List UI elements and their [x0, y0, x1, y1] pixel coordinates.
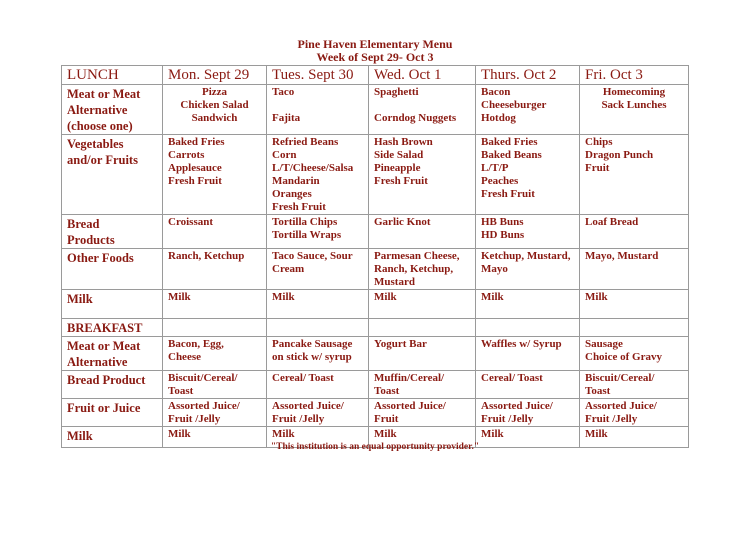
cell-line: L/T/P — [481, 162, 509, 174]
cell-line: Cheese — [168, 351, 201, 363]
cell-line: Assorted Juice/ — [168, 400, 240, 412]
col-header-mon: Mon. Sept 29 — [163, 66, 267, 85]
cell-line — [272, 99, 363, 112]
cell-line: Side Salad — [374, 149, 424, 161]
cell-line: Fruit /Jelly — [168, 413, 221, 425]
cell-line: Garlic Knot — [374, 216, 431, 228]
cell-line: Chips — [585, 136, 613, 148]
cell-line: and/or Fruits — [67, 153, 138, 167]
menu-cell-mon — [163, 215, 267, 249]
cell-line: HD Buns — [481, 229, 525, 241]
breakfast-bread-row — [62, 371, 689, 399]
cell-line: Croissant — [168, 216, 214, 228]
cell-line: Fruit /Jelly — [481, 413, 534, 425]
menu-cell-wed — [369, 249, 476, 290]
row-label — [62, 337, 163, 371]
menu-cell-wed — [369, 399, 476, 427]
cell-line: Fruit or Juice — [67, 401, 141, 415]
cell-line: Tortilla Wraps — [272, 229, 342, 241]
cell-line: Tortilla Chips — [272, 216, 338, 228]
menu-title: Pine Haven Elementary Menu — [297, 37, 453, 51]
menu-cell-tue — [267, 249, 369, 290]
menu-cell-fri — [580, 337, 689, 371]
cell-line: Fruit — [585, 162, 610, 174]
cell-line: Ranch, Ketchup — [168, 250, 245, 262]
cell-line: Fruit /Jelly — [585, 413, 638, 425]
cell-line: Mustard — [374, 276, 415, 288]
cell-line: Fajita — [272, 112, 301, 124]
cell-line: Hash Brown — [374, 136, 433, 148]
row-label — [62, 135, 163, 215]
cell-line: Assorted Juice/ — [272, 400, 344, 412]
menu-cell-thu — [476, 290, 580, 319]
cell-line: L/T/Cheese/Salsa — [272, 162, 354, 174]
menu-cell-mon — [163, 290, 267, 319]
menu-cell-fri — [580, 249, 689, 290]
cell-line: Waffles w/ Syrup — [481, 338, 562, 350]
cell-line: Dragon Punch — [585, 149, 654, 161]
menu-cell-wed — [369, 85, 476, 135]
cell-line: Fruit — [374, 413, 399, 425]
cell-line: Baked Fries — [481, 136, 538, 148]
cell-line: Fresh Fruit — [168, 175, 222, 187]
cell-line: Mandarin — [272, 175, 320, 187]
lunch-veg-row — [62, 135, 689, 215]
menu-cell-thu — [476, 249, 580, 290]
cell-line: Fresh Fruit — [374, 175, 428, 187]
menu-cell-mon — [163, 371, 267, 399]
cell-line: Taco — [272, 86, 295, 98]
cell-line: Ketchup, Mustard, — [481, 250, 571, 262]
cell-line: Ranch, Ketchup, — [374, 263, 454, 275]
cell-line: Chicken Salad — [180, 99, 249, 111]
cell-line: Baked Beans — [481, 149, 542, 161]
menu-cell-wed — [369, 337, 476, 371]
breakfast-meat-row — [62, 337, 689, 371]
cell-line: HB Buns — [481, 216, 524, 228]
cell-line: Milk — [67, 429, 93, 443]
cell-line: Spaghetti — [374, 86, 419, 98]
menu-cell-mon — [163, 249, 267, 290]
menu-week: Week of Sept 29- Oct 3 — [316, 50, 434, 64]
cell-line: Cream — [272, 263, 305, 275]
cell-line: Toast — [374, 385, 400, 397]
menu-cell-tue — [267, 290, 369, 319]
menu-cell-thu — [476, 85, 580, 135]
menu-cell-wed — [369, 135, 476, 215]
cell-line: Peaches — [481, 175, 519, 187]
menu-cell-tue — [267, 85, 369, 135]
cell-line: Other Foods — [67, 251, 134, 265]
cell-line: Milk — [67, 292, 93, 306]
menu-cell-mon — [163, 399, 267, 427]
cell-line: Assorted Juice/ — [585, 400, 657, 412]
cell-line: Taco Sauce, Sour — [272, 250, 353, 262]
cell-line: Parmesan Cheese, — [374, 250, 460, 262]
menu-cell-thu — [476, 337, 580, 371]
breakfast-title: BREAKFAST — [62, 319, 163, 337]
cell-line: Biscuit/Cereal/ — [168, 372, 238, 384]
cell-line: Bacon, Egg, — [168, 338, 224, 350]
cell-line: Meat or Meat — [67, 339, 141, 353]
cell-line: Milk — [168, 291, 191, 303]
row-label — [62, 399, 163, 427]
col-header-wed: Wed. Oct 1 — [369, 66, 476, 85]
cell-line: Oranges — [272, 188, 312, 200]
cell-line: Yogurt Bar — [374, 338, 427, 350]
menu-cell-fri — [580, 85, 689, 135]
menu-cell-wed — [369, 371, 476, 399]
menu-cell-tue — [267, 215, 369, 249]
menu-cell-thu — [476, 371, 580, 399]
cell-line: on stick w/ syrup — [272, 351, 352, 363]
cell-line: (choose one) — [67, 119, 133, 133]
cell-line: Bread Product — [67, 373, 146, 387]
cell-line — [374, 99, 470, 112]
lunch-other-row — [62, 249, 689, 290]
cell-line: Choice of Gravy — [585, 351, 662, 363]
cell-line: Assorted Juice/ — [374, 400, 446, 412]
cell-line: Fruit /Jelly — [272, 413, 325, 425]
cell-line: Milk — [585, 428, 608, 440]
cell-line: Meat or Meat — [67, 87, 141, 101]
row-label — [62, 290, 163, 319]
menu-cell-wed — [369, 290, 476, 319]
cell-line: Milk — [168, 428, 191, 440]
cell-line: Toast — [168, 385, 194, 397]
cell-line: Refried Beans — [272, 136, 339, 148]
col-header-tue: Tues. Sept 30 — [267, 66, 369, 85]
cell-line: Assorted Juice/ — [481, 400, 553, 412]
cell-line: Toast — [585, 385, 611, 397]
cell-line: Hotdog — [481, 112, 516, 124]
cell-line: Pancake Sausage — [272, 338, 353, 350]
col-header-fri: Fri. Oct 3 — [580, 66, 689, 85]
row-label — [62, 215, 163, 249]
menu-cell-fri — [580, 371, 689, 399]
menu-cell-tue — [267, 399, 369, 427]
cell-line: Mayo — [481, 263, 508, 275]
menu-cell-wed — [369, 215, 476, 249]
row-label — [62, 371, 163, 399]
cell-line: Alternative — [67, 103, 128, 117]
col-header-lunch: LUNCH — [62, 66, 163, 85]
cell-line: Cereal/ Toast — [272, 372, 334, 384]
cell-line: Milk — [374, 428, 397, 440]
menu-cell-fri — [580, 215, 689, 249]
breakfast-fruit-row — [62, 399, 689, 427]
cell-line: Milk — [272, 291, 295, 303]
cell-line: Applesauce — [168, 162, 222, 174]
menu-cell-fri — [580, 290, 689, 319]
row-label — [62, 249, 163, 290]
cell-line: Pineapple — [374, 162, 421, 174]
menu-cell-mon — [163, 337, 267, 371]
cell-line: Bread — [67, 217, 100, 231]
cell-line: Baked Fries — [168, 136, 225, 148]
cell-line: Bacon — [481, 86, 511, 98]
row-label — [62, 85, 163, 135]
lunch-milk-row — [62, 290, 689, 319]
lunch-meat-row — [62, 85, 689, 135]
menu-cell-thu — [476, 215, 580, 249]
cell-line: Loaf Bread — [585, 216, 639, 228]
cell-line: Cheeseburger — [481, 99, 547, 111]
menu-cell-tue — [267, 371, 369, 399]
menu-cell-thu — [476, 135, 580, 215]
cell-line: Milk — [272, 428, 295, 440]
cell-line: Biscuit/Cereal/ — [585, 372, 655, 384]
cell-line: Corn — [272, 149, 297, 161]
equal-opportunity-statement: "This institution is an equal opportunity provider." — [270, 442, 480, 452]
cell-line: Cereal/ Toast — [481, 372, 543, 384]
cell-line: Muffin/Cereal/ — [374, 372, 445, 384]
menu-cell-fri — [580, 135, 689, 215]
menu-cell-tue — [267, 337, 369, 371]
header-row — [62, 66, 689, 85]
cell-line: Fresh Fruit — [272, 201, 326, 213]
cell-line: Milk — [481, 291, 504, 303]
cell-line: Milk — [374, 291, 397, 303]
cell-line: Sausage — [585, 338, 623, 350]
menu-cell-thu — [476, 399, 580, 427]
cell-line: Vegetables — [67, 137, 124, 151]
breakfast-header-row — [62, 319, 689, 337]
cell-line: Sandwich — [191, 112, 238, 124]
col-header-thu: Thurs. Oct 2 — [476, 66, 580, 85]
cell-line: Homecoming — [602, 86, 666, 98]
menu-cell-mon — [163, 85, 267, 135]
cell-line: Milk — [585, 291, 608, 303]
menu-cell-mon — [163, 135, 267, 215]
cell-line: Corndog Nuggets — [374, 112, 457, 124]
lunch-bread-row — [62, 215, 689, 249]
cell-line: Products — [67, 233, 115, 247]
cell-line: Fresh Fruit — [481, 188, 535, 200]
cell-line: Mayo, Mustard — [585, 250, 659, 262]
cell-line: Pizza — [201, 86, 228, 98]
menu-cell-fri — [580, 399, 689, 427]
menu-cell-tue — [267, 135, 369, 215]
cell-line: Sack Lunches — [601, 99, 667, 111]
cell-line: Milk — [481, 428, 504, 440]
cell-line: Alternative — [67, 355, 128, 369]
cell-line: Carrots — [168, 149, 205, 161]
menu-table — [61, 65, 689, 448]
